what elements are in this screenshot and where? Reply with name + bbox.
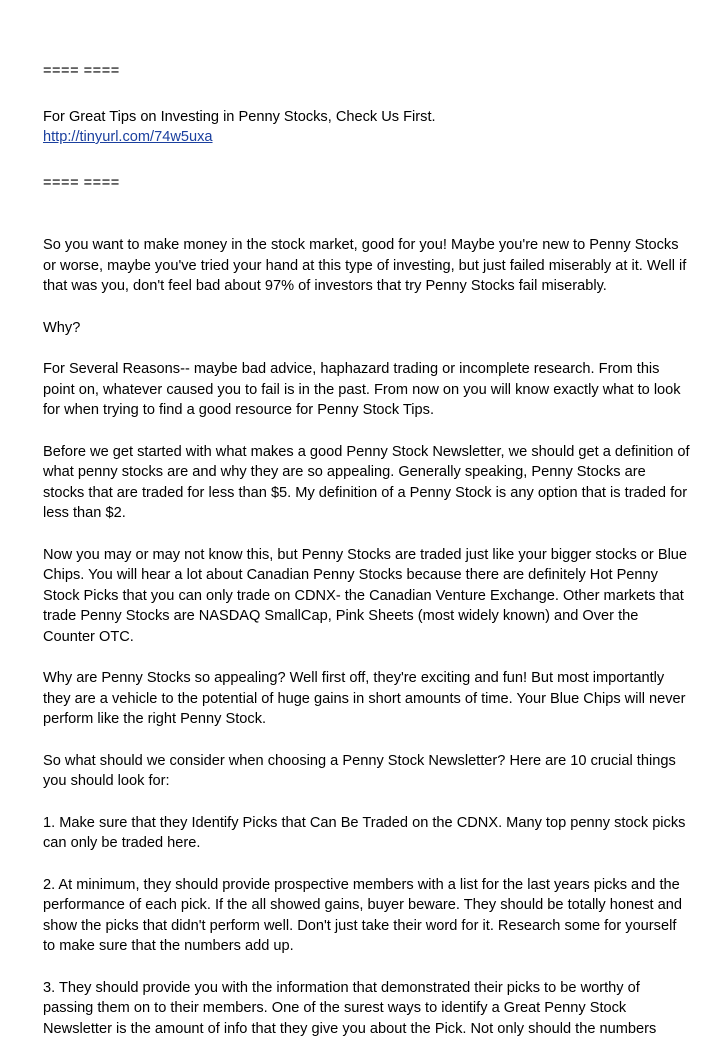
separator-top: ==== ==== <box>43 63 120 79</box>
article-body <box>43 235 691 1039</box>
paragraph-appeal: Why are Penny Stocks so appealing? Well first off, they're exciting and fun! But most importantly they are a vehicle to the potential of huge gains in short amounts of time. Your Blue Chips will never perform like the right Penny Stock. <box>43 670 686 727</box>
paragraph-definition: Before we get started with what makes a good Penny Stock Newsletter, we should get a definition of what penny stocks are and why they are so appealing. Generally speaking, Penny Stocks are stocks that are traded for less than $5. My definition of a Penny Stock is any option that is traded for less than $2. <box>43 443 690 521</box>
paragraph-tip-3: 3. They should provide you with the information that demonstrated their picks to be worthy of passing them on to their members. One of the surest ways to identify a Great Penny Stock Newsletter is the amount of info that they give you about the Pick. Not only should the numbers <box>43 979 657 1037</box>
document-page <box>43 61 691 1060</box>
paragraph-reasons: For Several Reasons-- maybe bad advice, haphazard trading or incomplete research. From this point on, whatever caused you to fail is in the past. From now on you will know exactly what to look for when trying to find a good resource for Penny Stock Tips. <box>43 361 681 418</box>
separator-bottom: ==== ==== <box>43 174 120 191</box>
paragraph-markets: Now you may or may not know this, but Penny Stocks are traded just like your bigger stocks or Blue Chips. You will hear a lot about Canadian Penny Stocks because there are definitely Hot Penny Stock Picks that you can only trade on CDNX- the Canadian Venture Exchange. Other markets that trade Penny Stocks are NASDAQ SmallCap, Pink Sheets (most widely known) and Over the Counter OTC. <box>43 546 688 645</box>
paragraph-why: Why? <box>43 319 81 336</box>
paragraph-tip-1: 1. Make sure that they Identify Picks that Can Be Traded on the CDNX. Many top penny stock picks can only be traded here. <box>43 814 686 851</box>
paragraph-criteria-intro: So what should we consider when choosing a Penny Stock Newsletter? Here are 10 crucial things you should look for: <box>43 752 676 789</box>
paragraph-intro: So you want to make money in the stock market, good for you! Maybe you're new to Penny Stocks or worse, maybe you've tried your hand at this type of investing, but just failed miserably at it. Well if that was you, don't feel bad about 97% of investors that try Penny Stocks fail miserably. <box>43 237 687 294</box>
promo-link[interactable]: http://tinyurl.com/74w5uxa <box>43 129 213 145</box>
paragraph-tip-2: 2. At minimum, they should provide prospective members with a list for the last years picks and the performance of each pick. If the all showed gains, buyer beware. They should be totally honest and show the picks that didn't perform well. Don't just take their word for it. Research some for yourself to make sure that the numbers add up. <box>43 876 682 954</box>
promo-text: For Great Tips on Investing in Penny Stocks, Check Us First. <box>43 108 436 125</box>
promo-block <box>43 107 691 148</box>
